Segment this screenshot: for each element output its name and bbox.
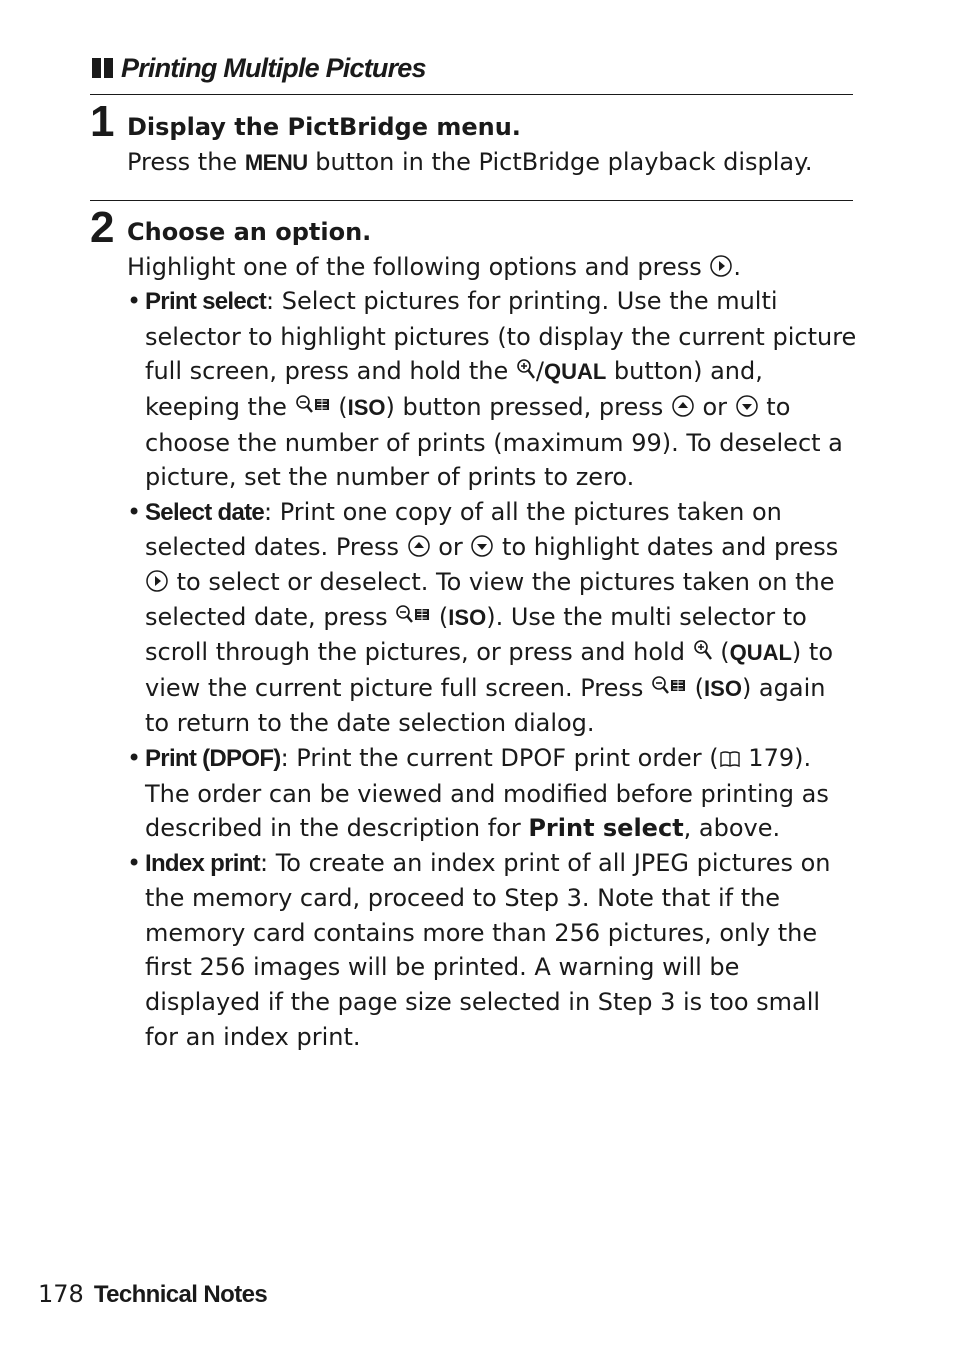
multi-selector-down-icon: [735, 394, 759, 418]
list-item: • Print select: Select pictures for printing. Use the multi selector to highlight pictures (to display the current picture full screen, press and hold the /QUAL button) and, keeping the (ISO) button pressed, press or to choose the number of prints (maximum 99). To deselect a picture, set the number of prints to zero.: [127, 284, 857, 495]
step-2-intro: Highlight one of the following options and press .: [127, 252, 741, 281]
book-icon: [719, 749, 741, 769]
multi-selector-up-icon: [407, 534, 431, 558]
list-item: • Print (DPOF): Print the current DPOF print order ( 179). The order can be viewed and modified before printing as described in the description for Print select, above.: [127, 741, 857, 846]
option-list: [127, 284, 857, 1054]
step-2-number: 2: [90, 203, 115, 252]
multi-selector-up-icon: [671, 394, 695, 418]
thumbnail-zoom-out-icon: [295, 394, 331, 418]
divider: [90, 94, 853, 95]
zoom-in-icon: [693, 639, 713, 663]
thumbnail-zoom-out-icon: [651, 675, 687, 699]
multi-selector-right-icon: [145, 569, 169, 593]
option-term: Index print: [145, 849, 260, 877]
divider: [90, 200, 853, 201]
multi-selector-right-icon: [709, 254, 733, 278]
page-reference[interactable]: 179: [748, 743, 795, 772]
page-number: 178: [38, 1280, 84, 1308]
section-marker-icon: [92, 58, 101, 78]
step-1-text: Press the MENU button in the PictBridge playback display.: [127, 147, 813, 176]
step-2: [127, 215, 857, 1054]
option-term: Print select: [145, 288, 266, 316]
chapter-title: Technical Notes: [93, 1281, 268, 1308]
option-term: Select date: [145, 498, 265, 526]
qual-button-label: QUAL: [543, 359, 607, 385]
section-title: Printing Multiple Pictures: [121, 52, 426, 83]
list-item: • Index print: To create an index print of all JPEG pictures on the memory card, proceed to Step 3. Note that if the memory card contains more than 256 pictures, only the first 256 images will be printed. A warning will be displayed if the page size selected in Step 3 is too small for an index print.: [127, 846, 857, 1055]
iso-button-label: ISO: [347, 394, 386, 420]
page-footer: [38, 1277, 267, 1312]
step-1: [127, 110, 857, 180]
section-marker-icon: [104, 58, 113, 78]
iso-button-label: ISO: [704, 675, 742, 701]
step-1-number: 1: [90, 97, 115, 146]
thumbnail-zoom-out-icon: [395, 604, 431, 628]
step-2-title: Choose an option.: [127, 218, 372, 246]
zoom-in-icon: [516, 358, 536, 382]
menu-button-label: MENU: [244, 149, 308, 175]
step-1-title: Display the PictBridge menu.: [127, 113, 521, 141]
section-heading: [92, 50, 426, 86]
list-item: • Select date: Print one copy of all the pictures taken on selected dates. Press or to highlight dates and press to select or deselect. To view the pictures taken on the selected date, press (ISO). Use the multi selector to scroll through the pictures, or press and hold (QUAL) to view the current picture full screen. Press (ISO) again to return to the date selection dialog.: [127, 495, 857, 741]
qual-button-label: QUAL: [729, 640, 792, 666]
option-term: Print (DPOF): [145, 744, 281, 772]
multi-selector-down-icon: [470, 534, 494, 558]
bold-reference: Print select: [528, 814, 684, 843]
iso-button-label: ISO: [448, 604, 487, 630]
